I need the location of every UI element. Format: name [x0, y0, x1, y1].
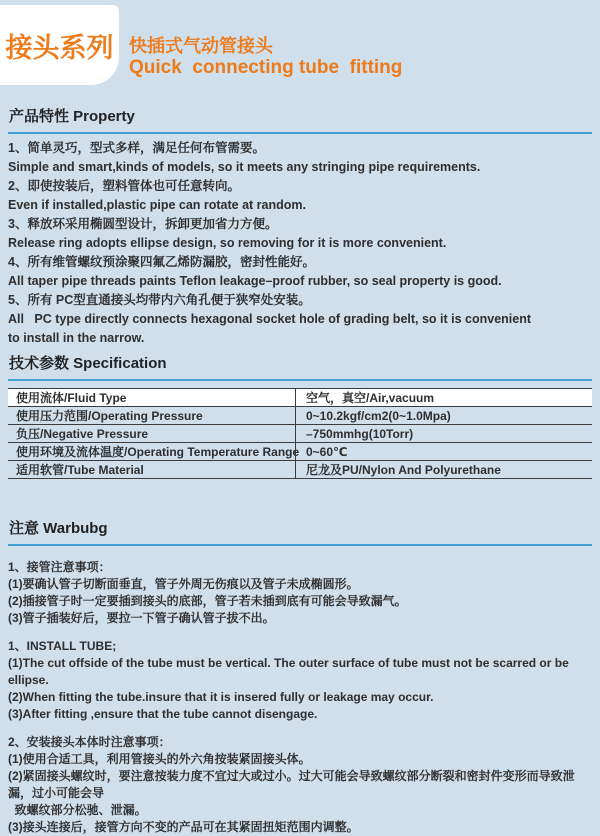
warning-line: 1、接管注意事项：: [8, 560, 111, 574]
header-subtitles: [129, 36, 402, 79]
series-title-box: [0, 5, 119, 85]
table-row-label: 负压/Negative Pressure: [16, 427, 149, 441]
specification-heading: 技术参数 Specification: [8, 352, 592, 381]
page-content: [0, 105, 600, 836]
warning-line: (1)要确认管子切断面垂直，管子外周无伤痕以及管子未成椭圆形。: [8, 577, 359, 591]
table-row-value: –750mmhg(10Torr): [295, 425, 592, 442]
property-line: All PC type directly connects hexagonal socket hole of grading belt, so it is convenient: [8, 312, 532, 326]
warning-line: 1、INSTALL TUBE;: [8, 639, 117, 653]
property-line: 2、即使按装后，塑料管体也可任意转向。: [8, 179, 240, 193]
section-property: [8, 105, 592, 348]
warning-line: (2)When fitting the tube.insure that it is insered fully or leakage may occur.: [8, 690, 434, 704]
property-line: All taper pipe threads paints Teflon leakage–proof rubber, so seal property is good.: [8, 274, 502, 288]
table-row: [8, 443, 592, 461]
warning-line: (1)使用合适工具，利用管接头的外六角按装紧固接头体。: [8, 752, 311, 766]
property-line: Even if installed,plastic pipe can rotate at random.: [8, 198, 306, 212]
table-row-label: 适用软管/Tube Material: [16, 463, 144, 477]
page-header: [0, 0, 600, 95]
table-row-value: 空气，真空/Air,vacuum: [295, 389, 592, 406]
property-line: Simple and smart,kinds of models, so it meets any stringing pipe requirements.: [8, 160, 481, 174]
property-line: 5、所有 PC型直通接头均带内六角孔便于狭窄处安装。: [8, 293, 311, 307]
warning-line: 致螺纹部分松驰、泄漏。: [8, 803, 147, 817]
subtitle-chinese: 快插式气动管接头: [129, 36, 273, 56]
section-warning: [8, 517, 592, 836]
specification-table: [8, 388, 592, 479]
warning-line: (3)After fitting ,ensure that the tube cannot disengage.: [8, 707, 318, 721]
warning-line: (3)管子插装好后，要拉一下管子确认管子拔不出。: [8, 611, 275, 625]
warning-group-install-tube-en: [8, 638, 592, 723]
warning-line: (2)插接管子时一定要插到接头的底部，管子若未插到底有可能会导致漏气。: [8, 594, 407, 608]
series-title: 接头系列: [5, 32, 114, 63]
warning-body: [8, 559, 592, 836]
table-row: [8, 407, 592, 425]
table-row-label: 使用压力范围/Operating Pressure: [16, 409, 203, 423]
table-row: [8, 389, 592, 407]
warning-heading: 注意 Warbubg: [8, 517, 592, 546]
property-line: 1、简单灵巧，型式多样，满足任何布管需要。: [8, 141, 265, 155]
warning-line: 2、安装接头本体时注意事项：: [8, 735, 171, 749]
table-row: [8, 425, 592, 443]
table-row-label: 使用环境及流体温度/Operating Temperature Range: [16, 445, 300, 459]
table-row-value: 0~10.2kgf/cm2(0~1.0Mpa): [295, 407, 592, 424]
property-line: to install in the narrow.: [8, 331, 145, 345]
property-list: [8, 139, 592, 348]
property-line: 3、释放环采用椭圆型设计，拆卸更加省力方便。: [8, 217, 278, 231]
property-line: Release ring adopts ellipse design, so removing for it is more convenient.: [8, 236, 447, 250]
table-row-value: 0~60℃: [295, 443, 592, 460]
table-row-label: 使用流体/Fluid Type: [16, 391, 127, 405]
warning-group-body-install-zh: [8, 734, 592, 836]
warning-group-tube-notes-zh: [8, 559, 592, 627]
property-heading: 产品特性 Property: [8, 105, 592, 134]
warning-line: (1)The cut offside of the tube must be vertical. The outer surface of tube must not be scarred or be ellipse.: [8, 656, 573, 687]
property-line: 4、所有维管螺纹预涂聚四氟乙烯防漏胶，密封性能好。: [8, 255, 315, 269]
table-row: [8, 461, 592, 479]
warning-line: (3)接头连接后，接管方向不变的产品可在其紧固扭矩范围内调整。: [8, 820, 359, 834]
subtitle-english: Quick connecting tube fitting: [129, 57, 403, 78]
section-specification: [8, 352, 592, 479]
table-row-value: 尼龙及PU/Nylon And Polyurethane: [295, 461, 592, 478]
warning-line: (2)紧固接头螺纹时，要注意按装力度不宜过大或过小。过大可能会导致螺纹部分断裂和密封件变形而导致泄漏，过小可能会导: [8, 769, 575, 800]
